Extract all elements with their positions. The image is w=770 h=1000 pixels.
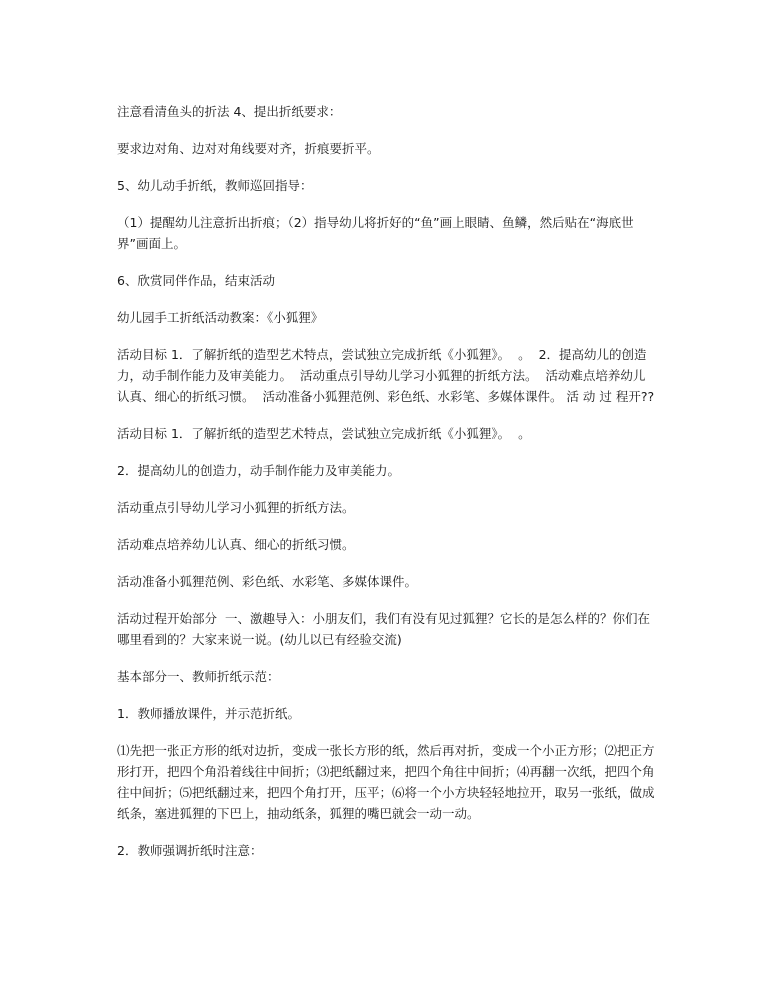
paragraph-step-6: 6、欣赏同伴作品，结束活动 bbox=[117, 273, 275, 288]
paragraph-fold-requirements: 要求边对角、边对对角线要对齐，折痕要折平。 bbox=[117, 141, 380, 156]
paragraph-objective-1: 活动目标 1．了解折纸的造型艺术特点，尝试独立完成折纸《小狐狸》。 。 bbox=[117, 426, 531, 441]
paragraph-folding-steps: ⑴先把一张正方形的纸对边折，变成一张长方形的纸，然后再对折，变成一个小正方形；⑵把正方形打开，把四个角沿着线往中间折；⑶把纸翻过来，把四个角往中间折；⑷再翻一次纸，把四个角往中间折；⑸把纸翻过来，把四个角打开，压平；⑹将一个小方块轻轻地拉开，取另一张纸，做成纸条，塞进狐狸的下巴上，抽动纸条，狐狸的嘴巴就会一动一动。 bbox=[117, 743, 655, 821]
paragraph-fox-lesson-title: 幼儿园手工折纸活动教案：《小狐狸》 bbox=[117, 310, 324, 325]
paragraph-step-5-heading: 5、幼儿动手折纸，教师巡回指导： bbox=[117, 178, 313, 193]
paragraph-process-start: 活动过程开始部分 一、激趣导入：小朋友们，我们有没有见过狐狸？它长的是怎么样的？你们在哪里看到的？大家来说一说。(幼儿以已有经验交流) bbox=[117, 611, 650, 647]
paragraph-demo-step-1: 1．教师播放课件，并示范折纸。 bbox=[117, 706, 300, 721]
paragraph-preparation: 活动准备小狐狸范例、彩色纸、水彩笔、多媒体课件。 bbox=[117, 574, 418, 589]
paragraph-fish-head-fold: 注意看清鱼头的折法 4、提出折纸要求： bbox=[117, 104, 342, 119]
paragraph-difficulty: 活动难点培养幼儿认真、细心的折纸习惯。 bbox=[117, 537, 355, 552]
paragraph-fox-lesson-summary: 活动目标 1．了解折纸的造型艺术特点，尝试独立完成折纸《小狐狸》。 。 2．提高幼儿的创造力，动手制作能力及审美能力。 活动重点引导幼儿学习小狐狸的折纸方法。 活动难点培养幼儿认真、细心的折纸习惯。 活动准备小狐狸范例、彩色纸、水彩笔、多媒体课件。 活 动 过 程开?? bbox=[117, 347, 655, 404]
paragraph-objective-2: 2．提高幼儿的创造力，动手制作能力及审美能力。 bbox=[117, 463, 400, 478]
paragraph-demo-step-2: 2．教师强调折纸时注意： bbox=[117, 843, 263, 858]
document-page bbox=[117, 101, 657, 877]
paragraph-key-point: 活动重点引导幼儿学习小狐狸的折纸方法。 bbox=[117, 500, 355, 515]
paragraph-basic-part: 基本部分一、教师折纸示范： bbox=[117, 669, 280, 684]
paragraph-step-5-details: （1）提醒幼儿注意折出折痕；（2）指导幼儿将折好的“鱼”画上眼睛、鱼鳞，然后贴在“海底世界”画面上。 bbox=[117, 215, 634, 251]
